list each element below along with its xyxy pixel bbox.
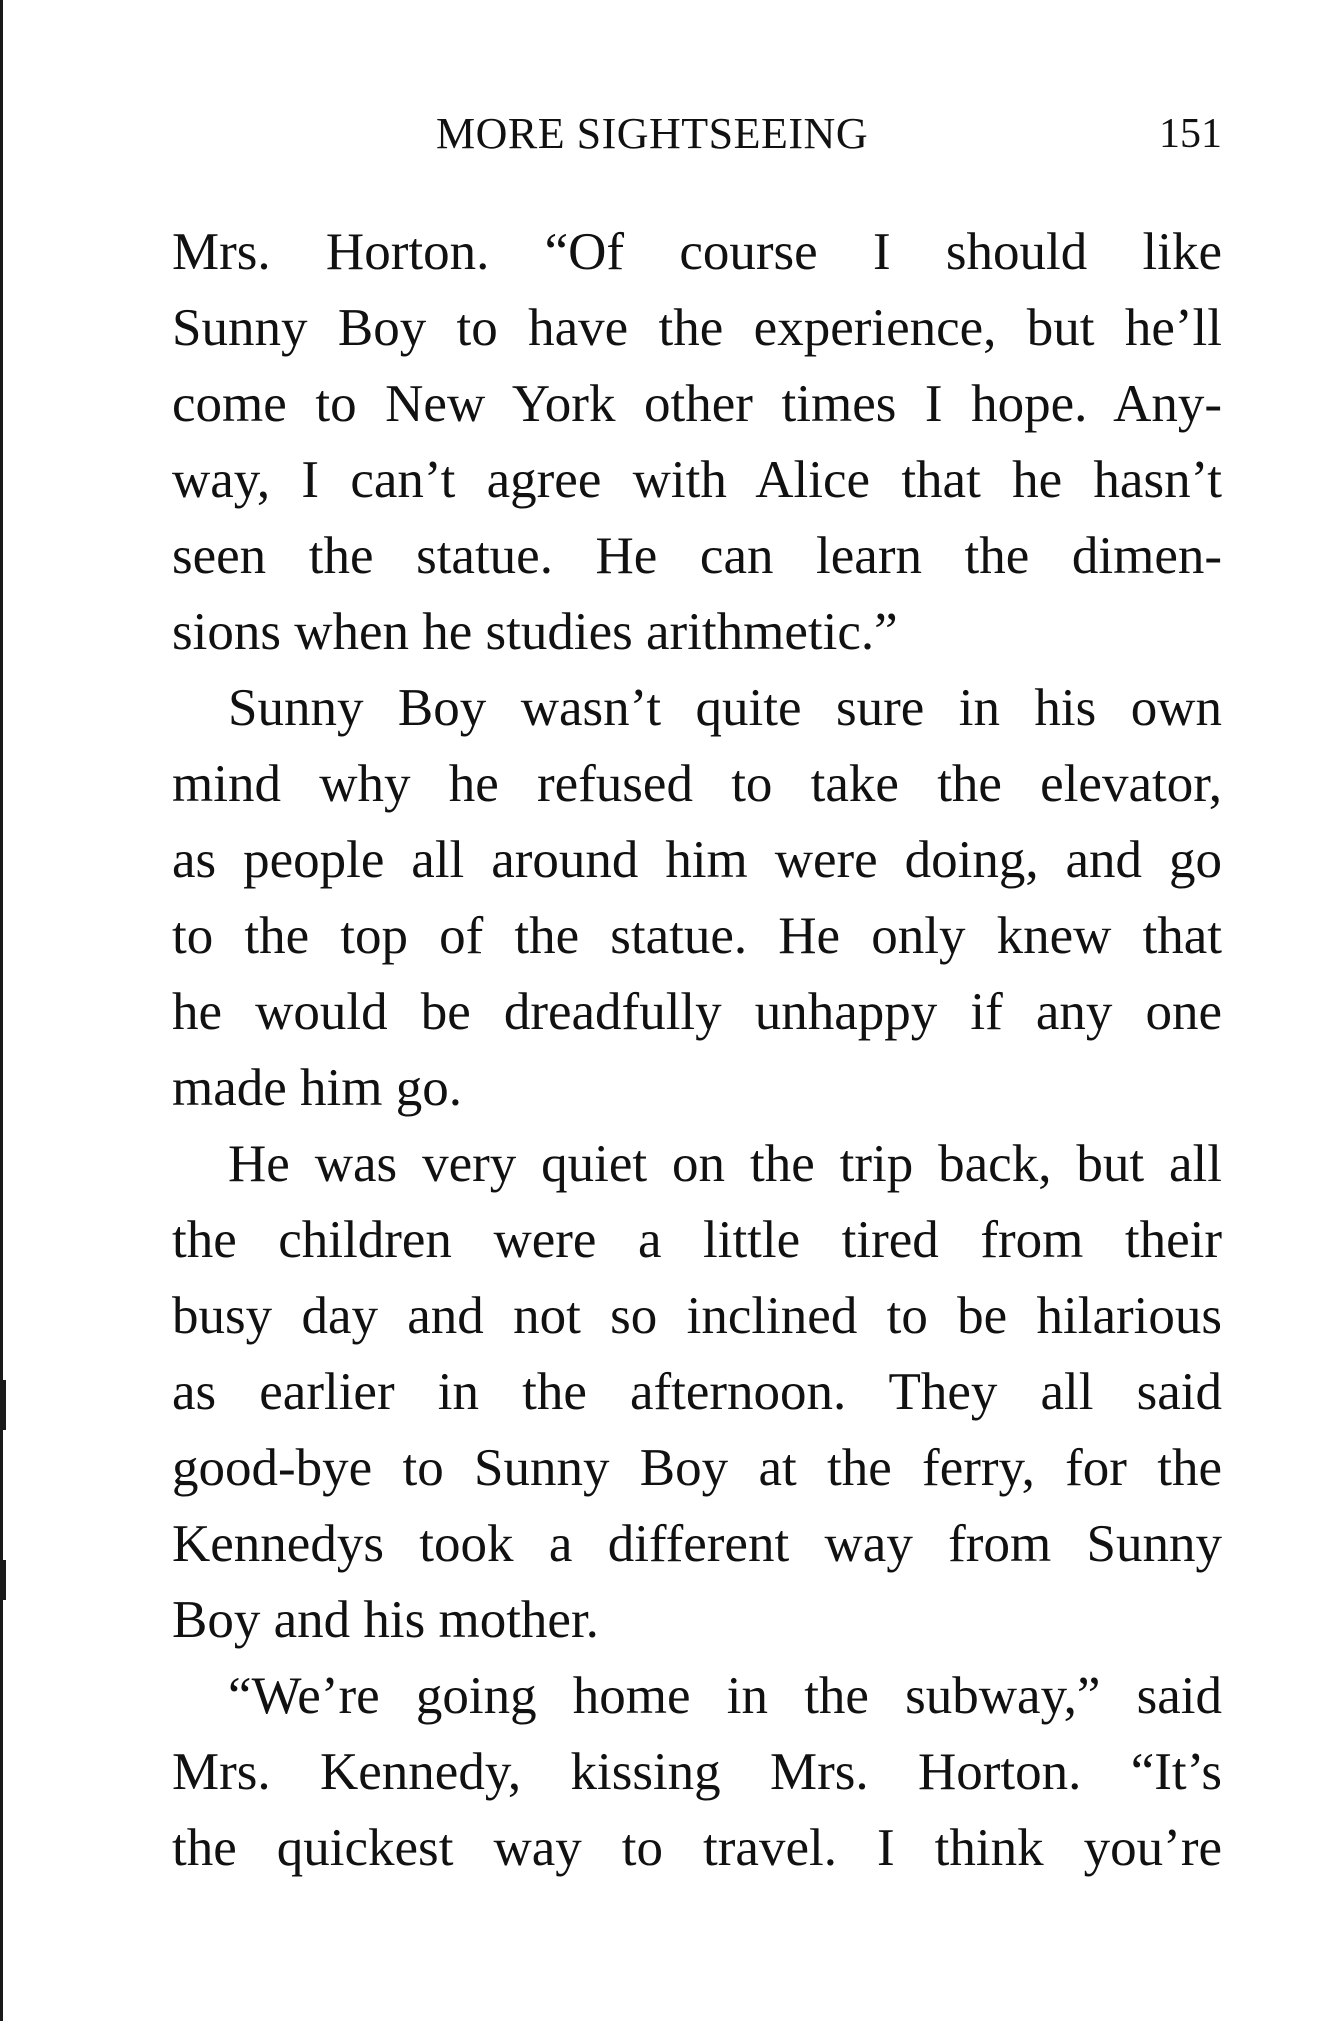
running-head (172, 108, 1222, 168)
text-line: He was very quiet on the trip back, but all (228, 1135, 1222, 1193)
text-line: the children were a little tired from their (172, 1211, 1222, 1269)
page-number: 151 (1159, 111, 1222, 157)
text-line: seen the statue. He can learn the dimen- (172, 527, 1222, 585)
paragraph (172, 1658, 1222, 1886)
page-edge-mark (3, 1560, 6, 1600)
page-edge-shadow (0, 0, 3, 2021)
text-line: good-bye to Sunny Boy at the ferry, for the (172, 1439, 1222, 1497)
body-text (172, 214, 1222, 1886)
text-line: Kennedys took a different way from Sunny (172, 1515, 1222, 1573)
paragraph (172, 1126, 1222, 1658)
text-line: Sunny Boy to have the experience, but he’ll (172, 299, 1222, 357)
text-line: mind why he refused to take the elevator, (172, 755, 1222, 813)
text-line: as earlier in the afternoon. They all said (172, 1363, 1222, 1421)
text-line: Mrs. Kennedy, kissing Mrs. Horton. “It’s (172, 1743, 1222, 1801)
text-line: he would be dreadfully unhappy if any one (172, 983, 1222, 1041)
text-line: made him go. (172, 1059, 462, 1117)
running-head-title: MORE SIGHTSEEING (436, 109, 869, 158)
text-line: come to New York other times I hope. Any- (172, 375, 1222, 433)
text-line: Boy and his mother. (172, 1591, 599, 1649)
text-line: sions when he studies arithmetic.” (172, 603, 898, 661)
text-line: way, I can’t agree with Alice that he hasn’t (172, 451, 1222, 509)
text-line: as people all around him were doing, and go (172, 831, 1222, 889)
text-line: Sunny Boy wasn’t quite sure in his own (228, 679, 1222, 737)
paragraph (172, 670, 1222, 1126)
text-line: to the top of the statue. He only knew that (172, 907, 1222, 965)
text-line: busy day and not so inclined to be hilarious (172, 1287, 1222, 1345)
page-edge-mark (3, 1380, 6, 1430)
paragraph (172, 214, 1222, 670)
text-line: Mrs. Horton. “Of course I should like (172, 223, 1222, 281)
text-line: “We’re going home in the subway,” said (228, 1667, 1222, 1725)
text-line: the quickest way to travel. I think you’re (172, 1819, 1222, 1877)
